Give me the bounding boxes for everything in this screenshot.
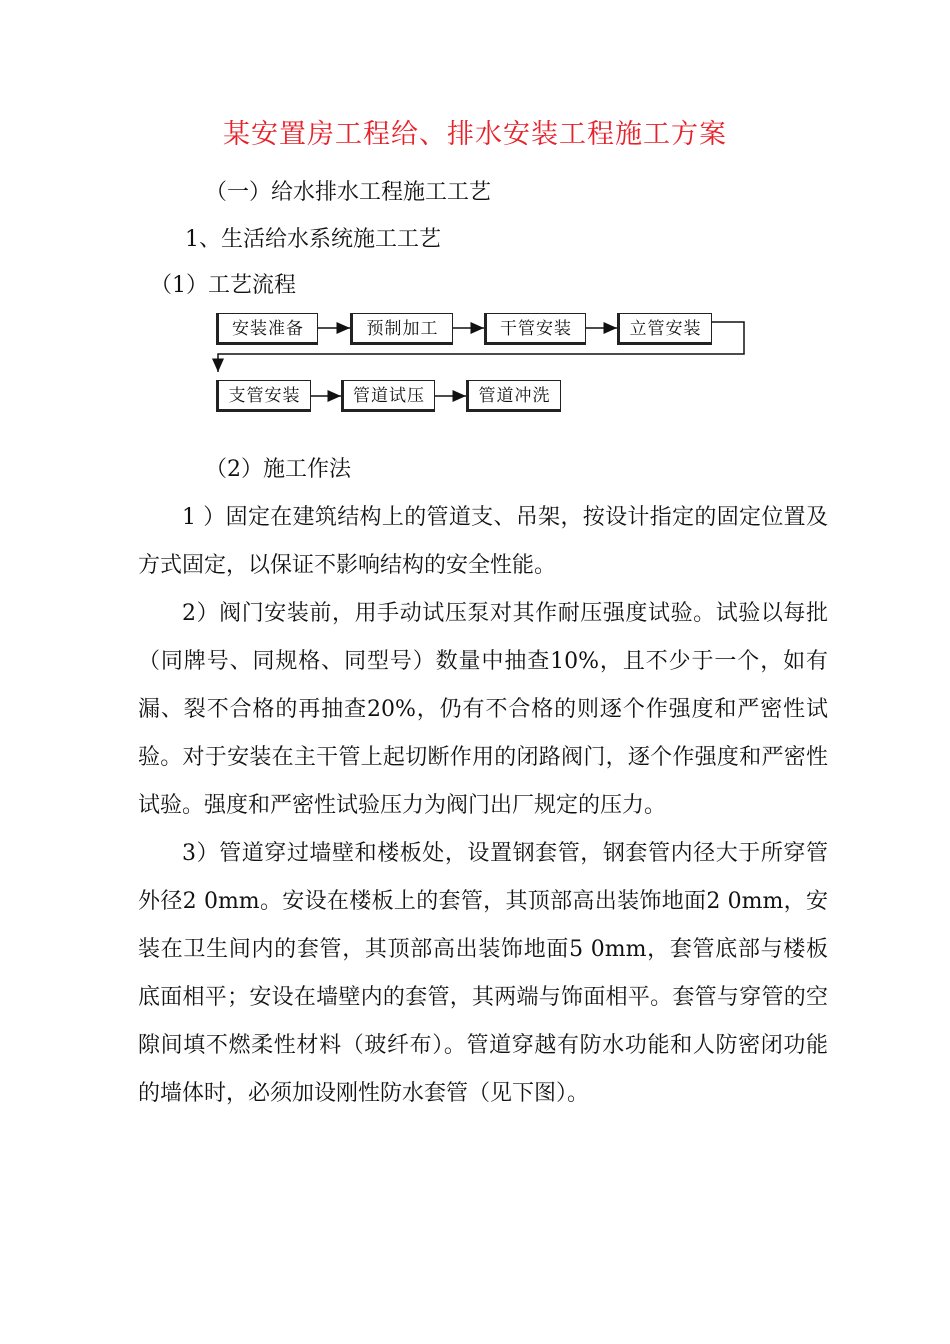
- flow-step-box: 干管安装: [484, 313, 586, 345]
- paragraph: 1 ）固定在建筑结构上的管道支、吊架，按设计指定的固定位置及方式固定，以保证不影响结构的安全性能。: [138, 505, 828, 578]
- process-flow-heading: （1）工艺流程: [150, 273, 296, 298]
- body-text: [138, 494, 828, 1118]
- flow-step-box: 管道冲洗: [466, 380, 561, 412]
- flow-connectors: [0, 0, 950, 430]
- method-heading: （2）施工作法: [205, 457, 351, 482]
- flow-step-box: 支管安装: [216, 380, 311, 412]
- flow-step-box: 管道试压: [341, 380, 435, 412]
- subsection-heading: 1、生活给水系统施工工艺: [185, 227, 441, 252]
- section-heading: （一）给水排水工程施工工艺: [205, 180, 492, 205]
- document-title: 某安置房工程给、排水安装工程施工方案: [223, 119, 727, 150]
- paragraph: 2）阀门安装前，用手动试压泵对其作耐压强度试验。试验以每批（同牌号、同规格、同型号）数量中抽查10%，且不少于一个，如有漏、裂不合格的再抽查20%，仍有不合格的则逐个作强度和严密性试验。对于安装在主干管上起切断作用的闭路阀门，逐个作强度和严密性试验。强度和严密性试验压力为阀门出厂规定的压力。: [138, 601, 828, 818]
- flow-step-box: 安装准备: [216, 313, 318, 345]
- paragraph: 3）管道穿过墙壁和楼板处，设置钢套管，钢套管内径大于所穿管外径2 0mm。安设在楼板上的套管，其顶部高出装饰地面2 0mm，安装在卫生间内的套管，其顶部高出装饰地面5 0mm，套管底部与楼板底面相平；安设在墙壁内的套管，其两端与饰面相平。套管与穿管的空隙间填不燃柔性材料（玻纤布）。管道穿越有防水功能和人防密闭功能的墙体时，必须加设刚性防水套管（见下图）。: [138, 841, 828, 1106]
- flow-step-box: 立管安装: [617, 313, 712, 345]
- flow-step-box: 预制加工: [350, 313, 453, 345]
